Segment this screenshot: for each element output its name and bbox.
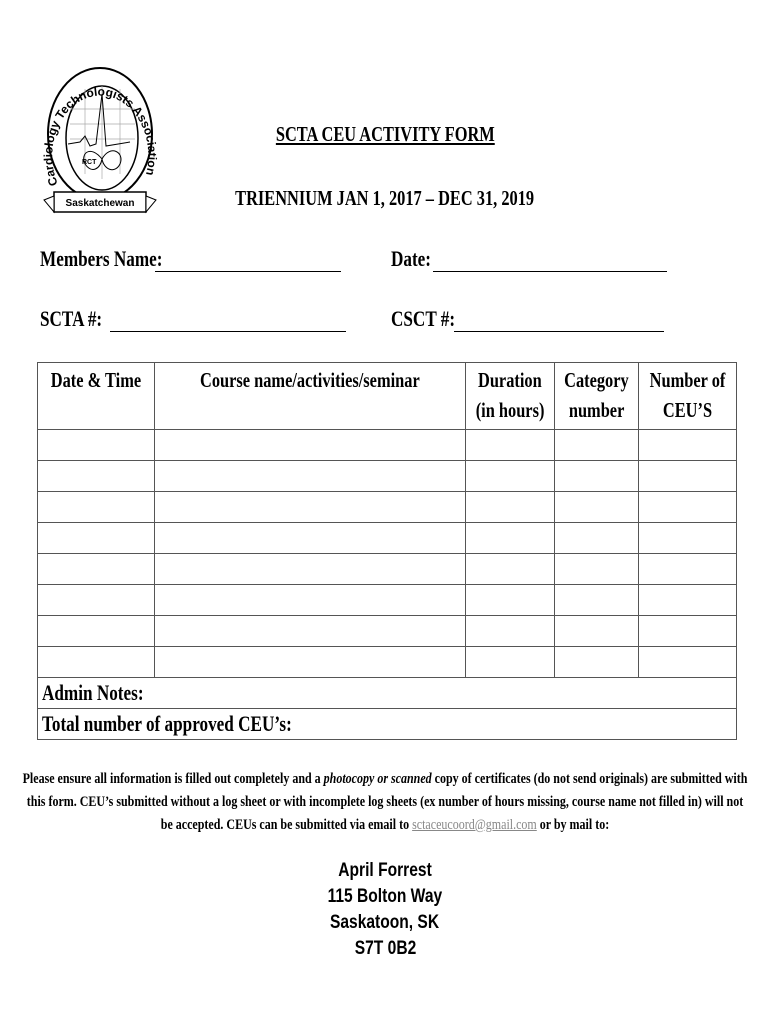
- ceus-cell[interactable]: [638, 461, 736, 492]
- date-field[interactable]: [391, 246, 667, 272]
- table-header-row: [38, 363, 737, 430]
- total-ceus-row: [38, 709, 737, 740]
- header-duration: Duration (in hours): [466, 363, 555, 430]
- date-time-cell[interactable]: [38, 647, 155, 678]
- table-row: [38, 492, 737, 523]
- table-row: [38, 554, 737, 585]
- date-time-cell[interactable]: [38, 554, 155, 585]
- members-name-field[interactable]: [40, 246, 341, 272]
- course-name-cell[interactable]: [154, 492, 465, 523]
- table-row: [38, 461, 737, 492]
- admin-notes-cell[interactable]: Admin Notes:: [38, 678, 737, 709]
- course-name-cell[interactable]: [154, 430, 465, 461]
- category-cell[interactable]: [555, 554, 639, 585]
- category-cell[interactable]: [555, 616, 639, 647]
- svg-text:Cardiology Technologists Assoc: Cardiology Technologists Association: [41, 84, 160, 188]
- header-course-name: Course name/activities/seminar: [154, 363, 465, 430]
- category-cell[interactable]: [555, 492, 639, 523]
- duration-cell[interactable]: [466, 461, 555, 492]
- address-city: Saskatoon, SK: [330, 912, 440, 933]
- course-name-cell[interactable]: [154, 523, 465, 554]
- address-name: April Forrest: [338, 860, 432, 881]
- ceus-cell[interactable]: [638, 554, 736, 585]
- duration-cell[interactable]: [466, 523, 555, 554]
- table-row: [38, 523, 737, 554]
- duration-cell[interactable]: [466, 616, 555, 647]
- duration-cell[interactable]: [466, 585, 555, 616]
- category-cell[interactable]: [555, 430, 639, 461]
- duration-cell[interactable]: [466, 554, 555, 585]
- address-street: 115 Bolton Way: [327, 886, 443, 907]
- ceu-activity-table: [37, 362, 737, 740]
- table-row: [38, 616, 737, 647]
- course-name-cell[interactable]: [154, 461, 465, 492]
- triennium-subtitle: TRIENNIUM JAN 1, 2017 – DEC 31, 2019: [235, 186, 535, 210]
- ceus-cell[interactable]: [638, 492, 736, 523]
- form-title: SCTA CEU ACTIVITY FORM: [275, 122, 495, 146]
- table-row: [38, 647, 737, 678]
- course-name-cell[interactable]: [154, 585, 465, 616]
- ceus-cell[interactable]: [638, 647, 736, 678]
- total-ceus-cell[interactable]: Total number of approved CEU’s:: [38, 709, 737, 740]
- table-row: [38, 430, 737, 461]
- course-name-cell[interactable]: [154, 647, 465, 678]
- header-date-time: Date & Time: [38, 363, 155, 430]
- course-name-cell[interactable]: [154, 554, 465, 585]
- date-time-cell[interactable]: [38, 430, 155, 461]
- members-name-label: Members Name:: [40, 246, 163, 271]
- category-cell[interactable]: [555, 523, 639, 554]
- header-category: Category number: [555, 363, 639, 430]
- category-cell[interactable]: [555, 647, 639, 678]
- scta-number-field[interactable]: [40, 306, 346, 332]
- csct-label: CSCT #:: [391, 306, 456, 331]
- address-postal: S7T 0B2: [354, 938, 416, 959]
- email-link[interactable]: sctaceucoord@gmail.com: [412, 817, 537, 833]
- ceus-cell[interactable]: [638, 585, 736, 616]
- scta-label: SCTA #:: [40, 306, 103, 331]
- course-name-cell[interactable]: [154, 616, 465, 647]
- date-time-cell[interactable]: [38, 492, 155, 523]
- svg-text:RCT: RCT: [82, 159, 97, 166]
- mailing-address: [0, 858, 770, 962]
- date-time-cell[interactable]: [38, 585, 155, 616]
- date-time-cell[interactable]: [38, 461, 155, 492]
- duration-cell[interactable]: [466, 430, 555, 461]
- ceus-cell[interactable]: [638, 523, 736, 554]
- header-ceus: Number of CEU’S: [638, 363, 736, 430]
- category-cell[interactable]: [555, 461, 639, 492]
- date-time-cell[interactable]: [38, 616, 155, 647]
- ceus-cell[interactable]: [638, 616, 736, 647]
- date-label: Date:: [391, 246, 432, 271]
- csct-number-field[interactable]: [391, 306, 664, 332]
- svg-text:Saskatchewan: Saskatchewan: [65, 198, 135, 209]
- table-row: [38, 585, 737, 616]
- duration-cell[interactable]: [466, 492, 555, 523]
- ceus-cell[interactable]: [638, 430, 736, 461]
- submission-notice: Please ensure all information is filled out completely and a photocopy or scanned copy of certificates (do not send originals) are submitted with this form. CEU’s submitted without a log sheet or with incomplete log sheets (ex number of hours missing, course name not filled in) will not be accepted. CEUs can be submitted via email to sctaceucoord@gmail.com or by mail to:: [22, 771, 748, 833]
- duration-cell[interactable]: [466, 647, 555, 678]
- admin-notes-row: [38, 678, 737, 709]
- date-time-cell[interactable]: [38, 523, 155, 554]
- category-cell[interactable]: [555, 585, 639, 616]
